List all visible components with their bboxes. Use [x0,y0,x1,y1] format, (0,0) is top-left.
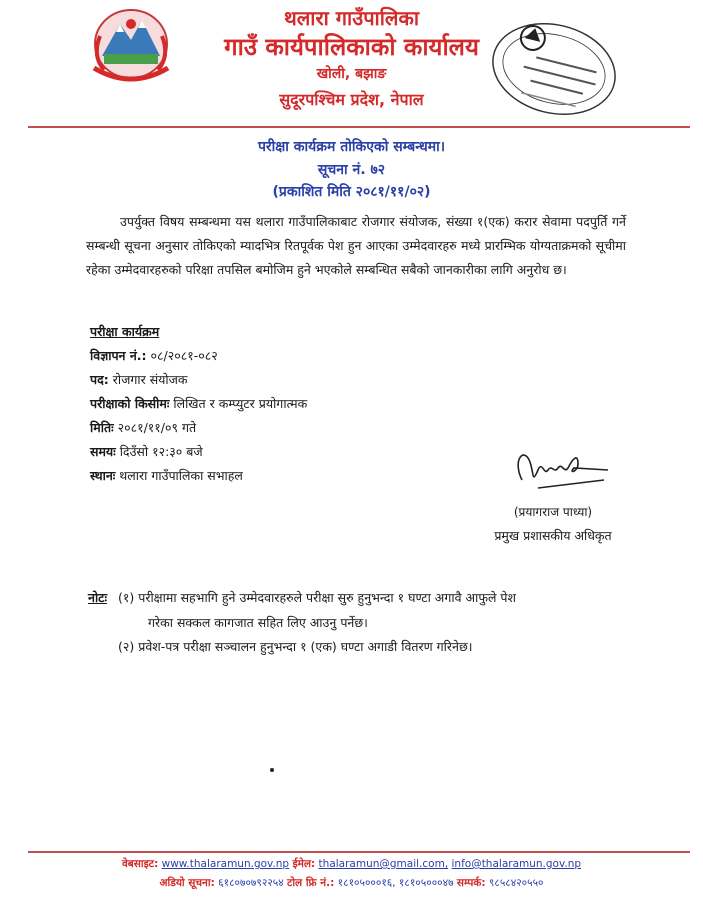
time-label: समयः [90,444,116,459]
letterhead-line1: थलारा गाउँपालिका [283,6,420,30]
schedule-date [90,419,196,436]
schedule-heading: परीक्षा कार्यक्रम [90,324,160,339]
tollfree-label: टोल फ्रि नं.: [287,877,335,889]
date-label: मितिः [90,420,114,435]
handwritten-signature [508,440,618,500]
contact-label: सम्पर्क: [456,877,486,889]
audio-notice-label: अडियो सूचना: [159,877,215,889]
notice-subject: परीक्षा कार्यक्रम तोकिएको सम्बन्धमा। [257,139,446,155]
footer-contacts-line2 [0,876,703,890]
note-item-1-cont: गरेका सक्कल कागजात सहित लिए आउनु पर्नेछ। [148,615,368,630]
exam-type-value: लिखित र कम्प्युटर प्रयोगात्मक [173,396,308,411]
note-label: नोटः [88,590,108,605]
schedule-place [90,467,243,484]
exam-type-label: परीक्षाको किसीमः [90,396,170,411]
tollfree-value: १८१०५०००१६, १८१०५०००४७ [337,877,454,889]
schedule-ad-number [90,347,218,364]
ad-label: विज्ञापन नं.: [90,348,147,363]
email-link-1[interactable]: thalaramun@gmail.com, [318,858,449,870]
place-value: थलारा गाउँपालिका सभाहल [119,468,243,483]
website-label: वेबसाइट: [121,858,159,870]
email-label: ईमेल: [292,858,316,870]
notice-number: सूचना नं. ७२ [317,162,386,178]
place-label: स्थानः [90,468,116,483]
letterhead-line2: गाउँ कार्यपालिकाको कार्यालय [224,33,479,61]
date-value: २०८१/११/०९ गते [117,420,197,435]
audio-notice-value: ६१८०७०७९२२५४ [218,877,284,889]
footer-divider [28,851,690,853]
letterhead-line4: सुदूरपश्चिम प्रदेश, नेपाल [279,90,424,109]
post-value: रोजगार संयोजक [112,372,188,387]
ad-value: ०८/२०८१-०८२ [150,348,218,363]
footer-contacts-line1 [0,857,703,871]
signatory-title: प्रमुख प्रशासकीय अधिकृत [494,528,612,543]
note-item-1: (१) परीक्षामा सहभागि हुने उम्मेदवारहरुले परीक्षा सुरु हुनुभन्दा १ घण्टा अगावै आफुले पेश [118,590,517,605]
notice-published-date: (प्रकाशित मिति २०८१/११/०२) [272,184,431,200]
letterhead-line3: खोली, बझाङ [316,66,387,82]
office-stamp [484,14,624,124]
scan-speck [270,768,274,772]
contact-value: ९८५८४२०५५० [488,877,544,889]
note-item-2: (२) प्रवेश-पत्र परीक्षा सञ्चालन हुनुभन्दा १ (एक) घण्टा अगाडी वितरण गरिनेछ। [118,639,473,654]
email-link-2[interactable]: info@thalaramun.gov.np [451,858,582,870]
time-value: दिउँसो १२:३० बजे [119,444,203,459]
signatory-name: (प्रयागराज पाध्या) [513,505,593,519]
header-divider [28,126,690,128]
notice-paragraph: उपर्युक्त विषय सम्बन्धमा यस थलारा गाउँपालिकाबाट रोजगार संयोजक, संख्या १(एक) करार सेवामा पदपुर्ति गर्ने सम्बन्धी सूचना अनुसार तोकिएको म्यादभित्र रितपूर्वक पेश हुन आएका उम्मेदवारहरु मध्ये प्रारम्भिक योग्यताक्रमको सूचीमा रहेका उम्मेदवारहरुको परिक्षा तपसिल बमोजिम हुने भएकोले सम्बन्धित सबैको जानकारीका लागि अनुरोध छ। [86,214,626,277]
post-label: पद: [90,372,109,387]
schedule-post [90,371,188,388]
schedule-time [90,443,203,460]
website-link[interactable]: www.thalaramun.gov.np [161,858,290,870]
schedule-exam-type [90,395,307,412]
